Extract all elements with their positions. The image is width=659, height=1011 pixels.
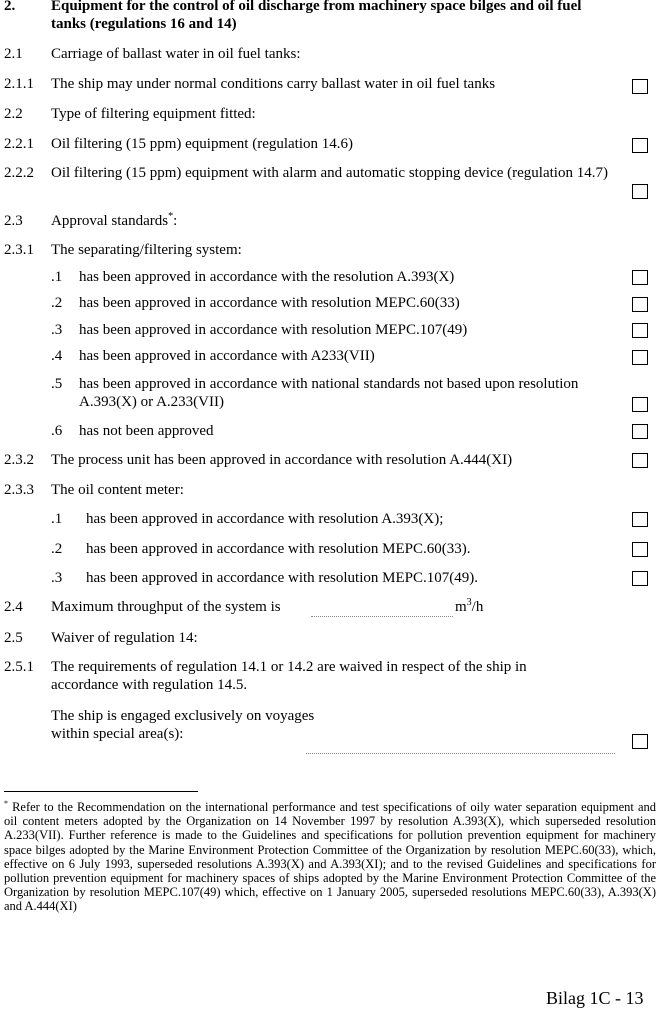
subitem-text: has been approved in accordance with resolution MEPC.60(33). [86,541,471,557]
item-text: The requirements of regulation 14.1 or 14.2 are waived in respect of the ship in accordance with regulation 14.5. [51,659,527,693]
oil-filtering-checkbox[interactable] [632,138,648,153]
item-text: The oil content meter: [51,482,184,498]
subitem-text: has been approved in accordance with resolution MEPC.107(49). [86,570,478,586]
subitem-number: .6 [51,423,63,439]
item-number: 2.3.1 [4,242,34,258]
page-label: Bilag 1C - 13 [546,988,644,1008]
separator-not-approved-checkbox[interactable] [632,424,648,439]
oil-filtering-alarm-checkbox[interactable] [632,184,648,199]
meter-mepc60-checkbox[interactable] [632,542,648,557]
separator-mepc60-checkbox[interactable] [632,297,648,312]
item-number: 2.5 [4,630,23,646]
separator-national-checkbox[interactable] [632,397,648,412]
footnote-text: Refer to the Recommendation on the international performance and test specifications of oily water separation equipment and oil content meters adopted by the Organization on 14 November 1997 by resolution A.393(X), which superseded resolution A.233(VII). Further reference is made to the Guidelines and specifications for pollution prevention equipment for machinery space bilges adopted by the Marine Environment Protection Committee of the Organization by resolution MEPC.60(33), which, effective on 6 July 1993, superseded resolutions A.393(X) and A.393(XI); and to the revised Guidelines and specifications for pollution prevention equipment for machinery spaces of ships adopted by the Marine Environment Protection Committee of the Organization by resolution MEPC.107(49) which, effective on 1 January 2005, superseded resolutions MEPC.60(33), A.393(X) and A.444(XI) [4,800,656,914]
subitem-number: .1 [51,269,63,285]
separator-a393-checkbox[interactable] [632,270,648,285]
special-area-checkbox[interactable] [632,734,648,749]
ballast-water-checkbox[interactable] [632,79,648,94]
item-number: 2.5.1 [4,659,34,675]
subitem-text: has not been approved [79,423,214,439]
subitem-number: .2 [51,541,63,557]
process-unit-checkbox[interactable] [632,453,648,468]
subitem-number: .4 [51,348,63,364]
footnote-reference: * [168,211,174,222]
subitem-text: has been approved in accordance with resolution MEPC.107(49) [79,322,468,338]
subitem-text: has been approved in accordance with resolution A.393(X); [86,511,444,527]
section-number: 2. [4,0,16,14]
subitem-number: .5 [51,376,63,392]
item-text: Approval standards*: [51,211,178,229]
item-number: 2.3.3 [4,482,34,498]
special-area-text: The ship is engaged exclusively on voyages within special area(s): [51,708,315,742]
separator-a233-checkbox[interactable] [632,350,648,365]
item-text: Oil filtering (15 ppm) equipment with alarm and automatic stopping device (regulation 14.7) [51,165,608,181]
item-number: 2.3.2 [4,452,34,468]
item-text: Carriage of ballast water in oil fuel tanks: [51,46,301,62]
meter-a393-checkbox[interactable] [632,512,648,527]
subitem-number: .2 [51,295,63,311]
throughput-field[interactable] [311,601,453,617]
subitem-text: has been approved in accordance with the resolution A.393(X) [79,269,455,285]
subitem-number: .3 [51,570,63,586]
item-number: 2.2.2 [4,165,34,181]
item-text: Type of filtering equipment fitted: [51,106,256,122]
meter-mepc107-checkbox[interactable] [632,571,648,586]
item-text: Oil filtering (15 ppm) equipment (regulation 14.6) [51,136,354,152]
item-text: The ship may under normal conditions carry ballast water in oil fuel tanks [51,76,496,92]
special-area-field[interactable] [306,738,615,754]
item-text: Waiver of regulation 14: [51,630,198,646]
item-number: 2.2 [4,106,23,122]
section-title: Equipment for the control of oil discharge from machinery space bilges and oil fuel tanks (regulations 16 and 14) [51,0,582,32]
item-number: 2.1.1 [4,76,34,92]
item-number: 2.1 [4,46,23,62]
item-text: The separating/filtering system: [51,242,242,258]
item-number: 2.3 [4,213,23,229]
subitem-text: has been approved in accordance with national standards not based upon resolution A.393(X) or A.233(VII) [79,376,579,410]
footnote-mark: * [4,798,8,808]
item-number: 2.4 [4,599,23,615]
item-text: The process unit has been approved in accordance with resolution A.444(XI) [51,452,513,468]
separator-mepc107-checkbox[interactable] [632,323,648,338]
footnote [4,800,656,914]
item-text: Maximum throughput of the system is [51,599,281,615]
subitem-number: .1 [51,511,63,527]
subitem-number: .3 [51,322,63,338]
item-number: 2.2.1 [4,136,34,152]
throughput-unit: $m^3/h$ [455,597,484,615]
subitem-text: has been approved in accordance with resolution MEPC.60(33) [79,295,460,311]
subitem-text: has been approved in accordance with A233(VII) [79,348,375,364]
footnote-rule [4,791,198,792]
